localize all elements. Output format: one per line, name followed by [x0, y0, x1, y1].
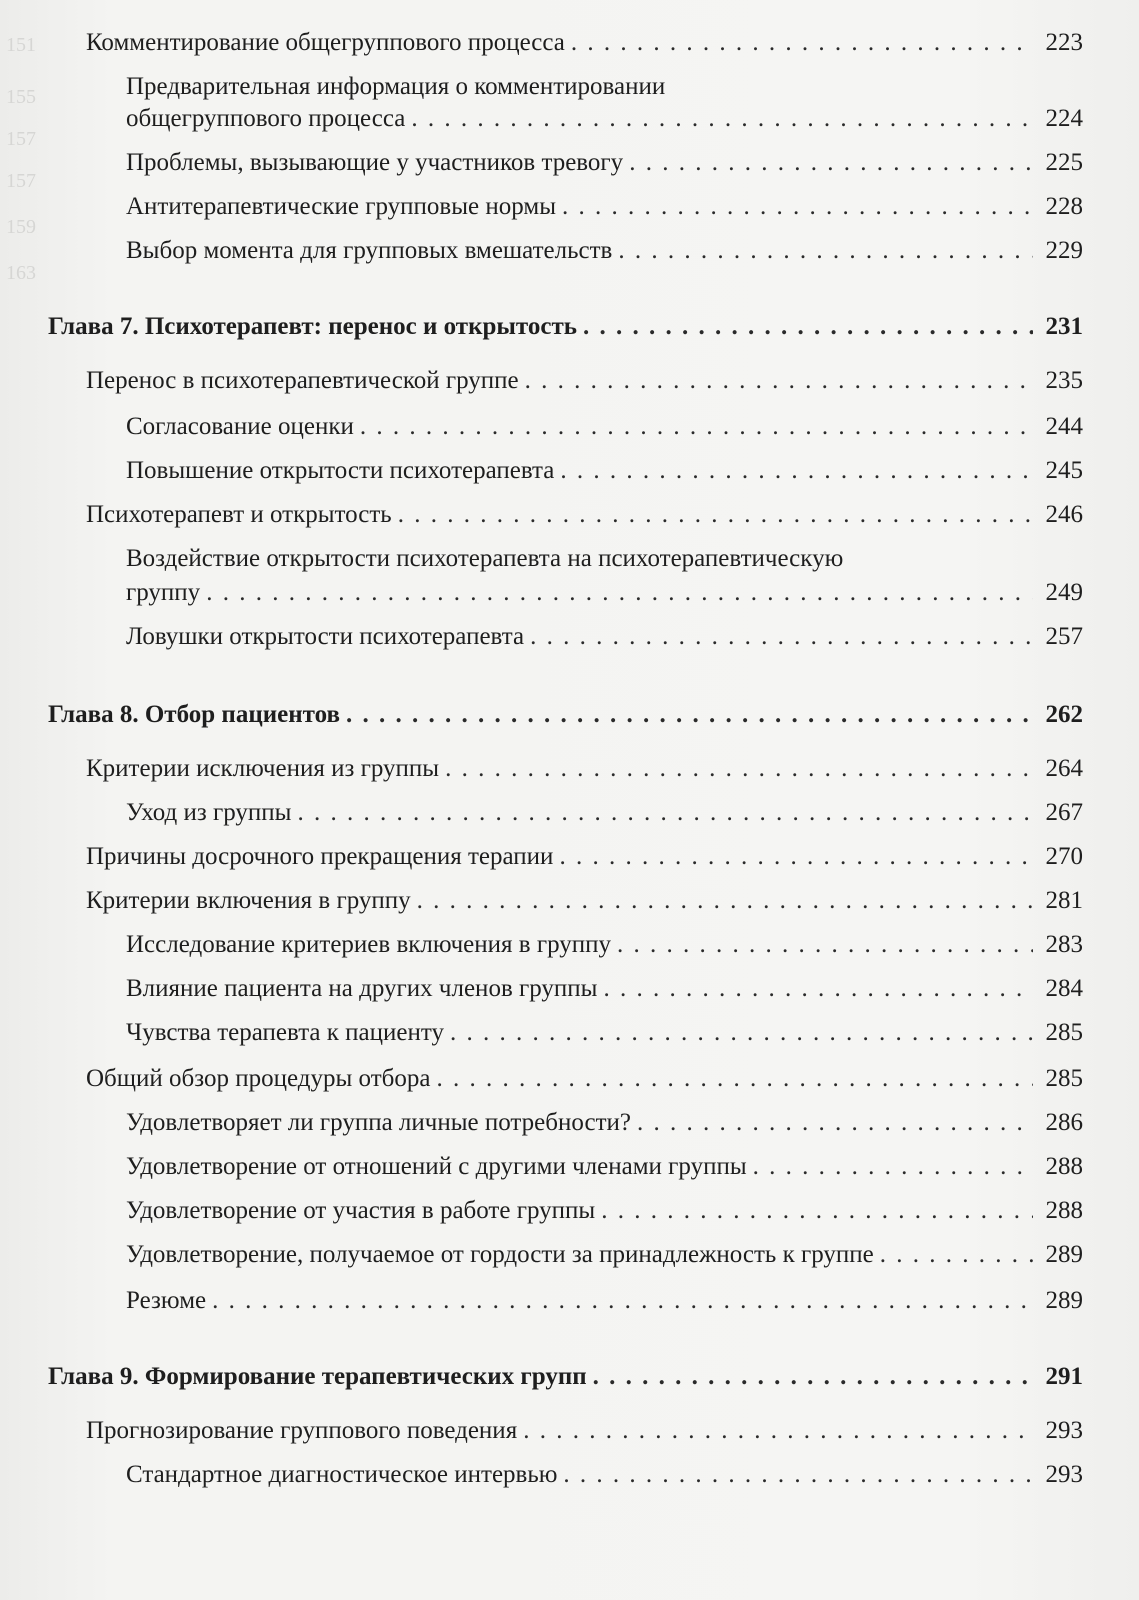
dot-leader	[562, 192, 1033, 222]
dot-leader	[593, 1362, 1033, 1392]
toc-entry-title: Проблемы, вызывающие у участников тревогу	[126, 149, 624, 176]
chapter-title: Глава 7. Психотерапевт: перенос и открытость	[48, 313, 577, 340]
toc-entry-page: 285	[1045, 1065, 1083, 1092]
toc-entry-title: Влияние пациента на других членов группы	[126, 975, 598, 1002]
toc-entry-title: Повышение открытости психотерапевта	[126, 457, 555, 484]
toc-entry-page: 267	[1045, 799, 1083, 826]
bleed-through-text: 157	[6, 170, 36, 192]
dot-leader	[753, 1152, 1033, 1182]
dot-leader	[417, 886, 1033, 916]
toc-entry-title: Антитерапевтические групповые нормы	[126, 193, 556, 220]
dot-leader	[563, 1460, 1033, 1490]
toc-entry-page: 283	[1045, 931, 1083, 958]
toc-entry-page: 286	[1045, 1109, 1083, 1136]
toc-entry-title: Удовлетворяет ли группа личные потребности?	[126, 1109, 631, 1136]
toc-entry[interactable]	[126, 104, 1083, 134]
toc-entry-page: 235	[1045, 367, 1083, 394]
dot-leader	[583, 312, 1033, 342]
dot-leader	[880, 1240, 1033, 1270]
toc-entry-title: Комментирование общегруппового процесса	[86, 29, 565, 56]
toc-entry[interactable]	[86, 1416, 1083, 1446]
toc-entry-title-line1: Воздействие открытости психотерапевта на психотерапевтическую	[126, 545, 844, 572]
toc-entry[interactable]	[126, 1240, 1083, 1270]
dot-leader	[530, 622, 1033, 652]
toc-entry-title: Общий обзор процедуры отбора	[86, 1065, 431, 1092]
toc-entry-title: Удовлетворение от участия в работе группы	[126, 1197, 596, 1224]
toc-entry-title: Психотерапевт и открытость	[86, 501, 392, 528]
toc-entry[interactable]	[126, 1108, 1083, 1138]
dot-leader	[603, 974, 1033, 1004]
toc-entry[interactable]	[126, 798, 1083, 828]
chapter-title: Глава 9. Формирование терапевтических групп	[48, 1363, 587, 1390]
dot-leader	[560, 456, 1033, 486]
toc-entry-title: Согласование оценки	[126, 413, 354, 440]
dot-leader	[559, 842, 1033, 872]
toc-entry[interactable]	[86, 754, 1083, 784]
toc-entry-page: 270	[1045, 843, 1083, 870]
toc-entry-title: Исследование критериев включения в группу	[126, 931, 612, 958]
toc-entry-page: 244	[1045, 413, 1083, 440]
toc-entry-page: 229	[1045, 237, 1083, 264]
dot-leader	[601, 1196, 1033, 1226]
dot-leader	[523, 1416, 1033, 1446]
toc-entry-title: Стандартное диагностическое интервью	[126, 1461, 558, 1488]
toc-entry[interactable]	[126, 578, 1083, 608]
chapter-page: 291	[1045, 1363, 1083, 1390]
toc-entry-page: 284	[1045, 975, 1083, 1002]
chapter-heading[interactable]	[48, 700, 1083, 730]
toc-entry-title: Резюме	[126, 1287, 207, 1314]
toc-entry-title: Прогнозирование группового поведения	[86, 1417, 518, 1444]
dot-leader	[212, 1286, 1033, 1316]
toc-entry-page: 257	[1045, 623, 1083, 650]
bleed-through-text: 163	[6, 262, 36, 284]
dot-leader	[571, 28, 1033, 58]
toc-entry-title: Уход из группы	[126, 799, 292, 826]
toc-entry-page: 245	[1045, 457, 1083, 484]
toc-entry-page: 289	[1045, 1287, 1083, 1314]
dot-leader	[629, 148, 1033, 178]
toc-entry[interactable]	[126, 974, 1083, 1004]
dot-leader	[206, 578, 1033, 608]
toc-entry-title: Удовлетворение, получаемое от гордости за принадлежность к группе	[126, 1241, 874, 1268]
toc-entry[interactable]	[126, 148, 1083, 178]
dot-leader	[450, 1018, 1033, 1048]
toc-entry[interactable]	[126, 236, 1083, 266]
toc-entry-page: 293	[1045, 1417, 1083, 1444]
dot-leader	[398, 500, 1033, 530]
toc-entry-page: 246	[1045, 501, 1083, 528]
toc-entry-title-line1: Предварительная информация о комментировании	[126, 73, 666, 100]
toc-entry-title: Критерии исключения из группы	[86, 755, 440, 782]
toc-entry[interactable]	[86, 1064, 1083, 1094]
dot-leader	[360, 412, 1033, 442]
toc-entry[interactable]	[126, 1460, 1083, 1490]
toc-entry[interactable]	[126, 412, 1083, 442]
toc-entry-page: 224	[1045, 105, 1083, 132]
toc-entry-page: 285	[1045, 1019, 1083, 1046]
toc-entry[interactable]	[86, 842, 1083, 872]
dot-leader	[637, 1108, 1033, 1138]
toc-entry-page: 289	[1045, 1241, 1083, 1268]
toc-entry[interactable]	[86, 500, 1083, 530]
toc-entry-page: 264	[1045, 755, 1083, 782]
toc-entry[interactable]	[86, 28, 1083, 58]
toc-entry-title: Причины досрочного прекращения терапии	[86, 843, 554, 870]
toc-entry[interactable]	[126, 1018, 1083, 1048]
bleed-through-text: 151	[6, 34, 36, 56]
dot-leader	[411, 104, 1033, 134]
toc-entry-title: Ловушки открытости психотерапевта	[126, 623, 525, 650]
dot-leader	[436, 1064, 1033, 1094]
toc-entry[interactable]	[126, 622, 1083, 652]
toc-entry-title: Чувства терапевта к пациенту	[126, 1019, 444, 1046]
dot-leader	[445, 754, 1033, 784]
toc-entry-title: Критерии включения в группу	[86, 887, 411, 914]
dot-leader	[346, 700, 1033, 730]
toc-entry[interactable]	[126, 1196, 1083, 1226]
toc-entry[interactable]	[126, 456, 1083, 486]
toc-entry-page: 223	[1045, 29, 1083, 56]
toc-entry[interactable]	[126, 930, 1083, 960]
toc-entry-page: 228	[1045, 193, 1083, 220]
bleed-through-text: 159	[6, 216, 36, 238]
chapter-page: 262	[1045, 701, 1083, 728]
dot-leader	[297, 798, 1033, 828]
dot-leader	[617, 930, 1033, 960]
bleed-through-text: 155	[6, 86, 36, 108]
chapter-heading[interactable]	[48, 1362, 1083, 1392]
toc-entry-page: 288	[1045, 1197, 1083, 1224]
dot-leader	[618, 236, 1033, 266]
toc-entry-title: общегруппового процесса	[126, 105, 406, 132]
dot-leader	[525, 366, 1033, 396]
toc-entry-title: Удовлетворение от отношений с другими членами группы	[126, 1153, 747, 1180]
toc-entry-title: Перенос в психотерапевтической группе	[86, 367, 519, 394]
toc-entry-title: Выбор момента для групповых вмешательств	[126, 237, 613, 264]
toc-entry-title: группу	[126, 579, 201, 606]
toc-entry-page: 225	[1045, 149, 1083, 176]
toc-entry[interactable]	[86, 366, 1083, 396]
chapter-page: 231	[1045, 313, 1083, 340]
bleed-through-text: 157	[6, 128, 36, 150]
toc-entry[interactable]	[126, 1286, 1083, 1316]
toc-entry[interactable]	[126, 1152, 1083, 1182]
toc-entry-page: 293	[1045, 1461, 1083, 1488]
toc-entry-page: 288	[1045, 1153, 1083, 1180]
toc-entry-page: 249	[1045, 579, 1083, 606]
chapter-heading[interactable]	[48, 312, 1083, 342]
toc-entry-page: 281	[1045, 887, 1083, 914]
chapter-title: Глава 8. Отбор пациентов	[48, 701, 340, 728]
toc-entry[interactable]	[126, 192, 1083, 222]
toc-entry[interactable]	[86, 886, 1083, 916]
